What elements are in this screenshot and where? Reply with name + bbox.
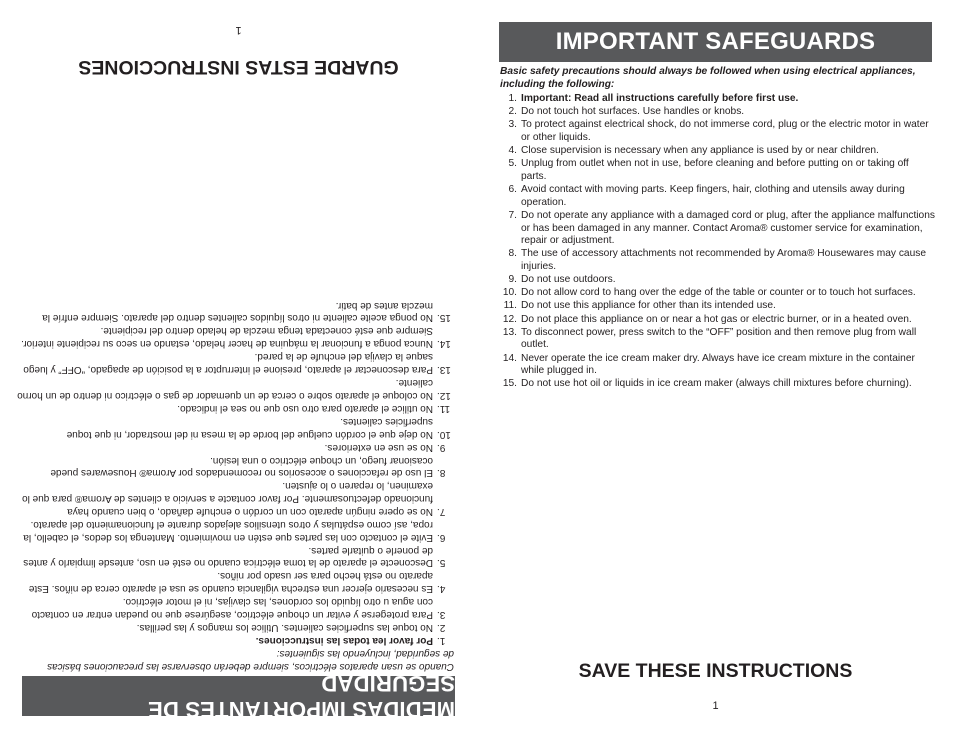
list-item-number: 6. bbox=[437, 531, 446, 543]
english-list-item bbox=[497, 119, 937, 144]
list-item-text: No coloque el aparato sobre o cerca de un quemador de gas o eléctrico ni dentro de un horno caliente. bbox=[17, 377, 433, 401]
spanish-list-item bbox=[17, 569, 457, 595]
list-item-number: 1. bbox=[508, 93, 517, 104]
list-item-number: 1. bbox=[437, 635, 446, 646]
english-list-item bbox=[497, 184, 937, 209]
spanish-list-item bbox=[17, 440, 457, 453]
list-item-text: Nunca ponga a funcionar la máquina de hacer helado, estando en seco su recipiente interior. Siempre que esté conectada tenga mezcla de helado dentro del recipiente. bbox=[21, 325, 433, 350]
list-item-number: 10. bbox=[502, 287, 517, 299]
english-safeguard-list bbox=[497, 93, 937, 392]
list-item-text: Para protegerse y evitar un choque eléctrico, asegúrese que no puedan entrar en contacto con agua u otro líquido los cordones, las clavijas, ni el motor eléctrico. bbox=[31, 596, 433, 621]
list-item-text: Desconecte el aparato de la toma eléctrica cuando no esté en uso, antesde limpiarlo y antes de ponerle o quitarle partes. bbox=[23, 544, 433, 569]
list-item-number: 8. bbox=[437, 467, 446, 479]
list-item-number: 3. bbox=[508, 119, 517, 131]
list-item-text: Never operate the ice cream maker dry. Always have ice cream mixture in the container while plugged in. bbox=[521, 352, 915, 377]
english-list-item bbox=[497, 300, 937, 313]
list-item-number: 10. bbox=[437, 428, 451, 440]
spanish-list-item bbox=[17, 375, 457, 401]
english-list-item bbox=[497, 248, 937, 273]
spanish-list-item bbox=[17, 594, 457, 620]
english-page bbox=[477, 0, 954, 738]
list-item-text: No deje que el cordón cuelgue del borde de la mesa ni del mostrador, ni que toque superficies calientes. bbox=[66, 415, 433, 440]
list-item-number: 2. bbox=[508, 106, 517, 118]
list-item-number: 9. bbox=[437, 441, 446, 453]
list-item-number: 12. bbox=[502, 313, 517, 325]
list-item-number: 4. bbox=[508, 145, 517, 157]
list-item-text: To disconnect power, press switch to the “OFF” position and then remove plug from wall outlet. bbox=[521, 326, 917, 351]
list-item-number: 7. bbox=[508, 209, 517, 221]
list-item-text: Do not allow cord to hang over the edge of the table or counter or to touch hot surfaces. bbox=[521, 287, 916, 299]
list-item-number: 4. bbox=[437, 583, 446, 595]
list-item-text: Important: Read all instructions carefully before first use. bbox=[521, 93, 799, 104]
spanish-list-item bbox=[17, 543, 457, 569]
english-list-item bbox=[497, 314, 937, 327]
spanish-list-item bbox=[17, 349, 457, 375]
list-item-number: 7. bbox=[437, 505, 446, 517]
spanish-list-item bbox=[17, 414, 457, 440]
spanish-intro: Cuando se usan aparatos eléctricos, siempre deberán observarse las precauciones básicas de seguridad, incluyendo las siguientes: bbox=[47, 648, 454, 672]
list-item-text: Do not touch hot surfaces. Use handles or knobs. bbox=[521, 106, 745, 118]
english-list-item bbox=[497, 210, 937, 248]
english-intro: Basic safety precautions should always be followed when using electrical appliances, including the following: bbox=[500, 66, 916, 90]
list-item-number: 3. bbox=[437, 609, 446, 621]
list-item-text: Do not use outdoors. bbox=[521, 274, 616, 286]
english-list-item bbox=[497, 93, 937, 106]
list-item-text: Unplug from outlet when not in use, before cleaning and before putting on or taking off parts. bbox=[521, 158, 909, 182]
spanish-page-number: 1 bbox=[235, 24, 242, 36]
spanish-list-item bbox=[17, 633, 457, 646]
list-item-text: Para desconectar el aparato, presione el interruptor a la posición de apagado, “OFF” y luego saque la clavija del enchufe de la pared. bbox=[23, 351, 433, 376]
list-item-number: 13. bbox=[437, 364, 451, 376]
list-item-number: 2. bbox=[437, 622, 446, 634]
english-list-item bbox=[497, 145, 937, 158]
list-item-text: Do not place this appliance on or near a hot gas or electric burner, or in a heated oven. bbox=[521, 313, 912, 325]
english-save-instructions: SAVE THESE INSTRUCTIONS bbox=[578, 660, 853, 682]
list-item-number: 9. bbox=[508, 274, 517, 286]
list-item-text: Do not use hot oil or liquids in ice cream maker (always chill mixtures before churning). bbox=[521, 378, 912, 390]
english-list-item bbox=[497, 353, 937, 378]
list-item-number: 11. bbox=[437, 402, 451, 414]
list-item-text: Avoid contact with moving parts. Keep fingers, hair, clothing and utensils away during operation. bbox=[521, 184, 905, 208]
spanish-list-item bbox=[17, 298, 457, 324]
list-item-text: El uso de refacciones o accesorios no recomendados por Aroma® Housewares puede ocasionar fuego, un choque eléctrico o una lesión. bbox=[50, 454, 433, 479]
list-item-text: The use of accessory attachments not recommended by Aroma® Housewares may cause injuries. bbox=[521, 248, 927, 272]
list-item-text: Do not operate any appliance with a damaged cord or plug, after the appliance malfunctions or has been damaged in any manner. Contact Aroma® customer service for examination, repair or adjustment. bbox=[521, 209, 935, 247]
english-list-item bbox=[497, 274, 937, 287]
list-item-text: Es necesario ejercer una estrecha vigilancia cuando se usa el aparato cerca de niños. Este aparato no está hecho para ser usado por niños. bbox=[28, 570, 433, 595]
spanish-list-item bbox=[17, 453, 457, 479]
list-item-text: No se opere ningún aparato con un cordón o enchufe dañado, o bien cuando haya funcionado defectuosamente. Por favor contacte a servicio a clientes de Aroma® para que lo examinen, lo reparen o lo ajusten. bbox=[22, 480, 433, 517]
english-page-number: 1 bbox=[712, 700, 719, 712]
spanish-list-item bbox=[17, 620, 457, 633]
english-list-item bbox=[497, 158, 937, 183]
list-item-number: 15. bbox=[502, 378, 517, 390]
spanish-title-banner: MEDIDAS IMPORTANTES DE SEGURIDAD bbox=[22, 676, 455, 716]
english-title-banner: IMPORTANT SAFEGUARDS bbox=[499, 22, 932, 62]
list-item-number: 15. bbox=[437, 312, 451, 324]
list-item-number: 5. bbox=[437, 557, 446, 569]
list-item-text: No utilice el aparato para otro uso que no sea el indicado. bbox=[177, 402, 433, 414]
list-item-text: Por favor lea todas las instrucciones. bbox=[255, 635, 433, 646]
spanish-list-item bbox=[17, 324, 457, 350]
list-item-number: 14. bbox=[437, 338, 451, 350]
list-item-number: 14. bbox=[502, 352, 517, 364]
list-item-number: 12. bbox=[437, 389, 451, 401]
spanish-save-instructions: GUARDE ESTAS INSTRUCCIONES bbox=[78, 56, 399, 78]
english-list-item bbox=[497, 287, 937, 300]
spanish-list-item bbox=[17, 479, 457, 517]
list-item-text: Close supervision is necessary when any appliance is used by or near children. bbox=[521, 145, 879, 157]
list-item-number: 5. bbox=[508, 158, 517, 170]
list-item-text: To protect against electrical shock, do not immerse cord, plug or the electric motor in water or other liquids. bbox=[521, 119, 929, 143]
english-list-item bbox=[497, 327, 937, 352]
list-item-text: No toque las superficies calientes. Utilice los mangos y las perillas. bbox=[136, 622, 433, 634]
list-item-number: 11. bbox=[503, 300, 517, 312]
english-list-item bbox=[497, 378, 937, 391]
english-list-item bbox=[497, 106, 937, 119]
list-item-text: Do not use this appliance for other than its intended use. bbox=[521, 300, 776, 312]
list-item-number: 13. bbox=[502, 326, 517, 338]
list-item-text: No ponga aceite caliente ni otros líquidos calientes dentro del aparato. Siempre enfríe la mezcla antes de batir. bbox=[42, 299, 433, 324]
list-item-number: 8. bbox=[508, 248, 517, 260]
list-item-number: 6. bbox=[508, 184, 517, 196]
list-item-text: No se use en exteriores. bbox=[324, 441, 433, 453]
spanish-list-item bbox=[17, 401, 457, 414]
list-item-text: Evite el contacto con las partes que estén en movimiento. Mantenga los dedos, el cabello, la ropa, así como espátulas y otros utensilios alejados durante el funcionamiento del aparato. bbox=[23, 518, 433, 543]
spanish-safeguard-list bbox=[17, 298, 457, 646]
spanish-list-item bbox=[17, 517, 457, 543]
